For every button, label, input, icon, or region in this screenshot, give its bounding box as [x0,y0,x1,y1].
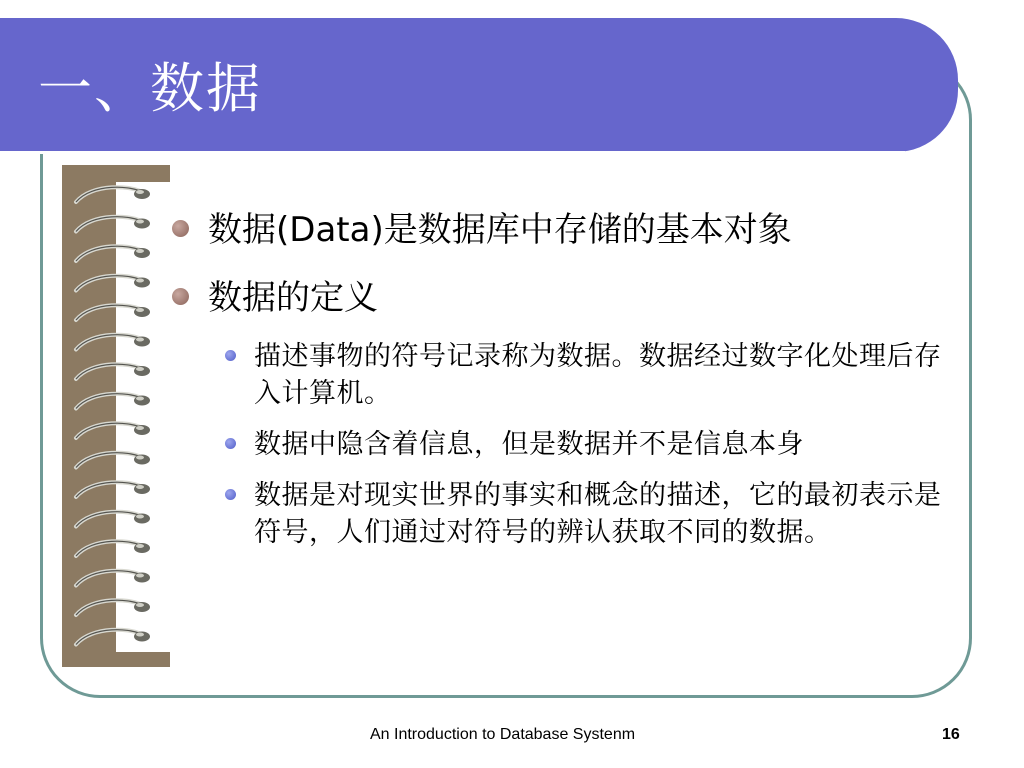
slide-title: 一、数据 [38,57,262,120]
sub-bullet-item [170,426,950,463]
footer-text: An Introduction to Database Systenm [370,726,636,743]
sub-bullet-text: 数据中隐含着信息，但是数据并不是信息本身 [254,429,804,460]
spiral-notebook-icon [62,165,170,667]
sub-bullet-icon [225,350,236,361]
bullet-icon [172,288,189,305]
sub-bullet-text: 描述事物的符号记录称为数据。数据经过数字化处理后存入计算机。 [254,341,942,409]
title-underline [0,151,905,154]
bullet-item [170,200,950,252]
sub-bullet-icon [225,489,236,500]
sub-bullet-text: 数据是对现实世界的事实和概念的描述，它的最初表示是符号，人们通过对符号的辨认获取不同的数据。 [254,480,942,548]
page-number: 16 [942,726,960,743]
bullet-icon [172,220,189,237]
bullet-text: 数据(Data)是数据库中存储的基本对象 [208,210,792,250]
sub-bullet-item [170,338,950,412]
sub-bullet-icon [225,438,236,449]
bullet-item [170,268,950,320]
sub-bullet-item [170,477,950,551]
bullet-text: 数据的定义 [208,278,378,318]
slide-content [170,200,950,565]
